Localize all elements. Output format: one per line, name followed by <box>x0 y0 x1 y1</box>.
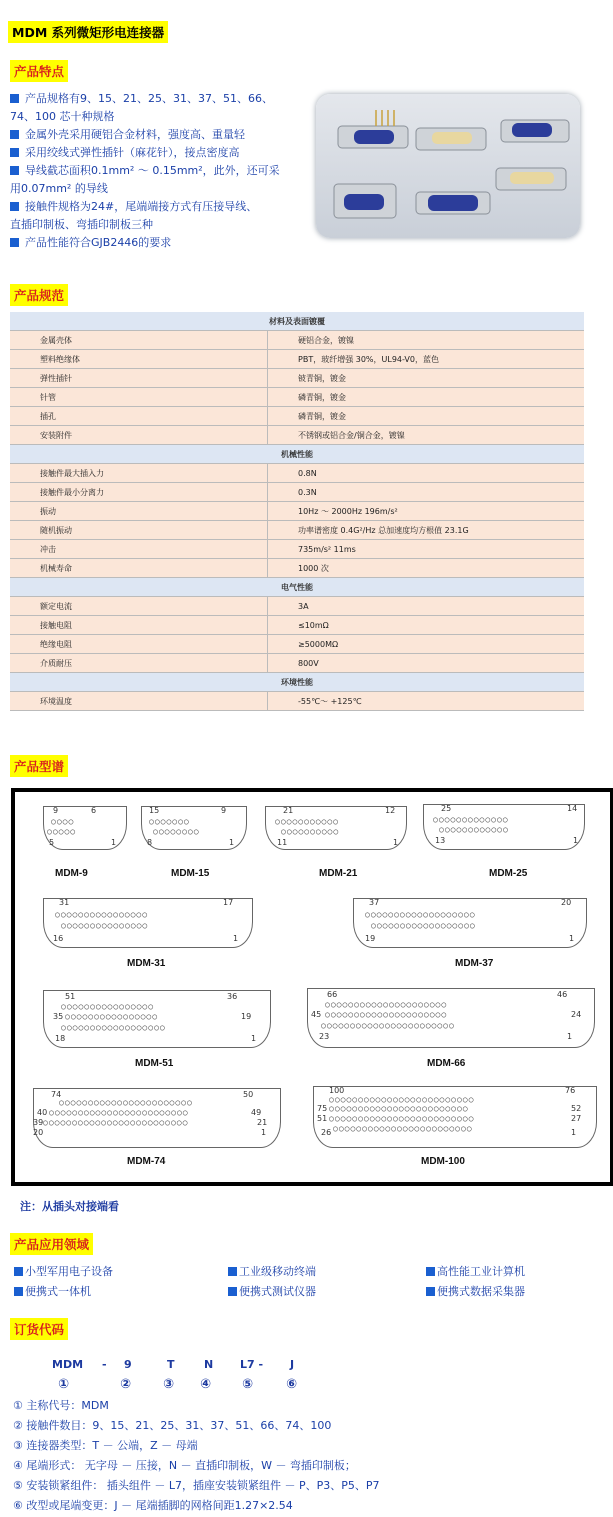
application-item: 工业级移动终端 <box>228 1263 316 1279</box>
pin-number: 1 <box>573 836 579 845</box>
order-code-index: ⑥ <box>286 1377 298 1392</box>
pin-number: 25 <box>441 804 452 813</box>
feature-item: 用0.07mm² 的导线 <box>10 182 108 195</box>
pin-number: 13 <box>435 836 446 845</box>
bullet-square-icon <box>10 130 19 139</box>
table-cell: 塑料绝缘体 <box>10 350 268 369</box>
table-cell: 弹性插针 <box>10 369 268 388</box>
order-code-part: L7 - <box>240 1358 264 1371</box>
section-specs-title: 产品规范 <box>10 284 68 306</box>
bullet-square-icon <box>10 166 19 175</box>
pin-number: 45 <box>311 1010 322 1019</box>
table-cell: 接触件最小分离力 <box>10 483 268 502</box>
application-item: 便携式一体机 <box>14 1283 91 1299</box>
section-applications-title: 产品应用领域 <box>10 1233 93 1255</box>
pin-number: 26 <box>321 1128 332 1137</box>
pin-number: 51 <box>317 1114 328 1123</box>
order-code-part: 9 <box>124 1358 132 1371</box>
pin-number: 18 <box>55 1034 66 1043</box>
table-cell: 735m/s² 11ms <box>268 540 585 559</box>
product-photo <box>316 94 580 238</box>
table-cell: PBT，玻纤增强 30%，UL94-V0，蓝色 <box>268 350 585 369</box>
pin-holes: ○○○○ <box>51 817 75 826</box>
order-code-desc: ② 接触件数目：9、15、21、25、31、37、51、66、74、100 <box>13 1419 332 1432</box>
pin-number: 1 <box>569 934 575 943</box>
pin-number: 12 <box>385 806 396 815</box>
table-cell: 硬铝合金，镀镍 <box>268 331 585 350</box>
order-code-descriptions <box>13 1396 380 1516</box>
pin-number: 39 <box>33 1118 44 1127</box>
pin-holes: ○○○○○ <box>47 827 77 836</box>
order-code-part: N <box>204 1358 214 1371</box>
pin-holes: ○○○○○○○○○○○○○ <box>433 815 509 824</box>
pin-number: 20 <box>33 1128 44 1137</box>
order-code-desc: ③ 连接器类型：T － 公端，Z － 母端 <box>13 1439 198 1452</box>
pin-number: 66 <box>327 990 338 999</box>
feature-item: 导线截芯面积0.1mm² ～ 0.15mm²，此外，还可采 <box>10 162 310 180</box>
pin-number: 37 <box>369 898 380 907</box>
pin-holes: ○○○○○○○○ <box>153 827 200 836</box>
pin-number: 1 <box>571 1128 577 1137</box>
table-cell: 接触件最大插入力 <box>10 464 268 483</box>
model-label: MDM-31 <box>127 958 166 969</box>
pin-number: 9 <box>221 806 227 815</box>
pinout-note: 注：从插头对接端看 <box>20 1200 119 1213</box>
pin-number: 24 <box>571 1010 582 1019</box>
bullet-square-icon <box>10 202 19 211</box>
model-label: MDM-74 <box>127 1156 166 1167</box>
order-code-index: ⑤ <box>242 1377 254 1392</box>
connector-illustration-icon <box>316 94 580 238</box>
pin-number: 1 <box>261 1128 267 1137</box>
order-code-desc: ⑥ 改型或尾端变更：J － 尾端插脚的网格间距1.27×2.54 <box>13 1499 293 1512</box>
pin-holes: ○○○○○○○○○○○○○○○○○○ <box>61 1023 166 1032</box>
pin-number: 23 <box>319 1032 330 1041</box>
table-cell: 接触电阻 <box>10 616 268 635</box>
model-label: MDM-25 <box>489 868 528 879</box>
table-section-header: 材料及表面镀覆 <box>10 312 584 331</box>
pin-number: 50 <box>243 1090 254 1099</box>
order-code-part: MDM <box>52 1358 84 1371</box>
section-pinout-title: 产品型谱 <box>10 755 68 777</box>
model-label: MDM-51 <box>135 1058 174 1069</box>
bullet-square-icon <box>228 1267 237 1276</box>
feature-item: 产品规格有9、15、21、25、31、37、51、66、 <box>10 90 310 108</box>
pin-number: 15 <box>149 806 160 815</box>
pin-holes: ○○○○○○○ <box>149 817 190 826</box>
pin-number: 21 <box>257 1118 268 1127</box>
pin-holes: ○○○○○○○○○○○○○○○ <box>61 921 149 930</box>
model-label: MDM-21 <box>319 868 358 879</box>
section-features-title: 产品特点 <box>10 60 68 82</box>
pin-number: 75 <box>317 1104 328 1113</box>
pin-number: 20 <box>561 898 572 907</box>
table-cell: 磷青铜，镀金 <box>268 388 585 407</box>
pin-holes: ○○○○○○○○○○○○○○○○○○○○○○○ <box>321 1021 455 1030</box>
pinout-diagram <box>11 788 613 1186</box>
pin-number: 16 <box>53 934 64 943</box>
pin-number: 52 <box>571 1104 582 1113</box>
table-cell: 0.8N <box>268 464 585 483</box>
table-cell: 10Hz ～ 2000Hz 196m/s² <box>268 502 585 521</box>
order-code-desc: ④ 尾端形式： 无字母 － 压接，N － 直插印制板，W － 弯插印制板； <box>13 1459 356 1472</box>
feature-list <box>10 90 310 252</box>
pin-number: 49 <box>251 1108 262 1117</box>
bullet-square-icon <box>10 148 19 157</box>
pin-number: 5 <box>49 838 55 847</box>
pin-holes: ○○○○○○○○○○○○○○○○ <box>65 1012 159 1021</box>
table-cell: ≤10mΩ <box>268 616 585 635</box>
pin-number: 1 <box>229 838 235 847</box>
pin-holes: ○○○○○○○○○○ <box>281 827 340 836</box>
pin-holes: ○○○○○○○○○○○○○○○○○○○○○○○ <box>59 1098 193 1107</box>
model-label: MDM-66 <box>427 1058 466 1069</box>
bullet-square-icon <box>426 1267 435 1276</box>
table-cell: 铍青铜，镀金 <box>268 369 585 388</box>
bullet-square-icon <box>14 1267 23 1276</box>
pin-number: 14 <box>567 804 578 813</box>
table-section-header: 环境性能 <box>10 673 584 692</box>
pin-holes: ○○○○○○○○○○○○○○○○ <box>55 910 149 919</box>
pin-number: 40 <box>37 1108 48 1117</box>
section-ordering-title: 订货代码 <box>10 1318 68 1340</box>
pin-number: 51 <box>65 992 76 1001</box>
pin-number: 1 <box>567 1032 573 1041</box>
pin-holes: ○○○○○○○○○○○○○○○○○○○○○○○○○ <box>329 1114 475 1123</box>
table-cell: 功率谱密度 0.4G²/Hz 总加速度均方根值 23.1G <box>268 521 585 540</box>
application-item: 便携式测试仪器 <box>228 1283 316 1299</box>
table-cell: 冲击 <box>10 540 268 559</box>
table-cell: 绝缘电阻 <box>10 635 268 654</box>
table-cell: 1000 次 <box>268 559 585 578</box>
pin-number: 1 <box>111 838 117 847</box>
pin-holes: ○○○○○○○○○○○○○○○○ <box>61 1002 155 1011</box>
pin-holes: ○○○○○○○○○○○○○○○○○○○○○○○○ <box>49 1108 189 1117</box>
order-code-part: J <box>290 1358 295 1371</box>
table-cell: 不锈钢或铝合金/铜合金，镀镍 <box>268 426 585 445</box>
table-cell: 金属壳体 <box>10 331 268 350</box>
model-label: MDM-15 <box>171 868 210 879</box>
model-label: MDM-100 <box>421 1156 465 1167</box>
feature-item: 直插印制板、弯插印制板三种 <box>10 218 153 231</box>
table-cell: 磷青铜，镀金 <box>268 407 585 426</box>
order-code-index: ① <box>58 1377 70 1392</box>
feature-item: 金属外壳采用硬铝合金材料，强度高、重量轻 <box>10 126 310 144</box>
table-cell: 振动 <box>10 502 268 521</box>
pin-holes: ○○○○○○○○○○○○○○○○○○○ <box>365 910 476 919</box>
table-cell: 800V <box>268 654 585 673</box>
table-cell: 介质耐压 <box>10 654 268 673</box>
pin-number: 36 <box>227 992 238 1001</box>
pin-number: 19 <box>365 934 376 943</box>
feature-item: 产品性能符合GJB2446的要求 <box>10 234 310 252</box>
pin-number: 8 <box>147 838 153 847</box>
pin-holes: ○○○○○○○○○○○○○○○○○○○○○ <box>325 1010 448 1019</box>
pin-number: 21 <box>283 806 294 815</box>
table-cell: 插孔 <box>10 407 268 426</box>
model-label: MDM-37 <box>455 958 494 969</box>
bullet-square-icon <box>426 1287 435 1296</box>
table-cell: 针管 <box>10 388 268 407</box>
order-code-desc: ① 主称代号：MDM <box>13 1399 109 1412</box>
pin-number: 11 <box>277 838 288 847</box>
pin-number: 6 <box>91 806 97 815</box>
pin-number: 100 <box>329 1086 345 1095</box>
application-item: 高性能工业计算机 <box>426 1263 525 1279</box>
feature-item: 74、100 芯十种规格 <box>10 110 115 123</box>
bullet-square-icon <box>10 94 19 103</box>
table-cell: 0.3N <box>268 483 585 502</box>
spec-table <box>10 312 584 711</box>
pin-number: 1 <box>393 838 399 847</box>
order-code-desc: ⑤ 安装锁紧组件： 插头组件 － L7，插座安装锁紧组件 － P、P3、P5、P7 <box>13 1479 380 1492</box>
pin-number: 31 <box>59 898 70 907</box>
pin-number: 35 <box>53 1012 64 1021</box>
pin-holes: ○○○○○○○○○○○○ <box>439 825 509 834</box>
table-section-header: 电气性能 <box>10 578 584 597</box>
pin-number: 27 <box>571 1114 582 1123</box>
feature-item: 采用绞线式弹性插针（麻花针），接点密度高 <box>10 144 310 162</box>
pin-holes: ○○○○○○○○○○○○○○○○○○ <box>371 921 476 930</box>
table-cell: 机械寿命 <box>10 559 268 578</box>
table-section-header: 机械性能 <box>10 445 584 464</box>
application-item: 小型军用电子设备 <box>14 1263 113 1279</box>
feature-item: 接触件规格为24#，尾端端接方式有压接导线、 <box>10 198 310 216</box>
bullet-square-icon <box>10 238 19 247</box>
pin-holes: ○○○○○○○○○○○○○○○○○○○○○○○○ <box>333 1124 473 1133</box>
pin-holes: ○○○○○○○○○○○○○○○○○○○○○○○○○ <box>329 1095 475 1104</box>
order-code-part: - <box>102 1358 107 1371</box>
table-cell: 随机振动 <box>10 521 268 540</box>
pin-number: 19 <box>241 1012 252 1021</box>
pin-holes: ○○○○○○○○○○○ <box>275 817 339 826</box>
pin-holes: ○○○○○○○○○○○○○○○○○○○○○○○○○ <box>43 1118 189 1127</box>
pin-number: 74 <box>51 1090 62 1099</box>
pin-number: 46 <box>557 990 568 999</box>
page-title: MDM 系列微矩形电连接器 <box>8 21 168 43</box>
order-code-part: T <box>167 1358 175 1371</box>
table-cell: ≥5000MΩ <box>268 635 585 654</box>
order-code-index: ② <box>120 1377 132 1392</box>
pin-number: 17 <box>223 898 234 907</box>
pin-number: 1 <box>233 934 239 943</box>
application-item: 便携式数据采集器 <box>426 1283 525 1299</box>
pin-holes: ○○○○○○○○○○○○○○○○○○○○○○○○ <box>329 1104 469 1113</box>
order-code-index: ③ <box>163 1377 175 1392</box>
model-label: MDM-9 <box>55 868 88 879</box>
table-cell: 额定电流 <box>10 597 268 616</box>
table-cell: 环境温度 <box>10 692 268 711</box>
bullet-square-icon <box>14 1287 23 1296</box>
table-cell: 3A <box>268 597 585 616</box>
order-code-index: ④ <box>200 1377 212 1392</box>
table-cell: 安装附件 <box>10 426 268 445</box>
bullet-square-icon <box>228 1287 237 1296</box>
pin-number: 9 <box>53 806 59 815</box>
pin-number: 76 <box>565 1086 576 1095</box>
table-cell: -55℃～ +125℃ <box>268 692 585 711</box>
pin-number: 1 <box>251 1034 257 1043</box>
pin-holes: ○○○○○○○○○○○○○○○○○○○○○ <box>325 1000 448 1009</box>
